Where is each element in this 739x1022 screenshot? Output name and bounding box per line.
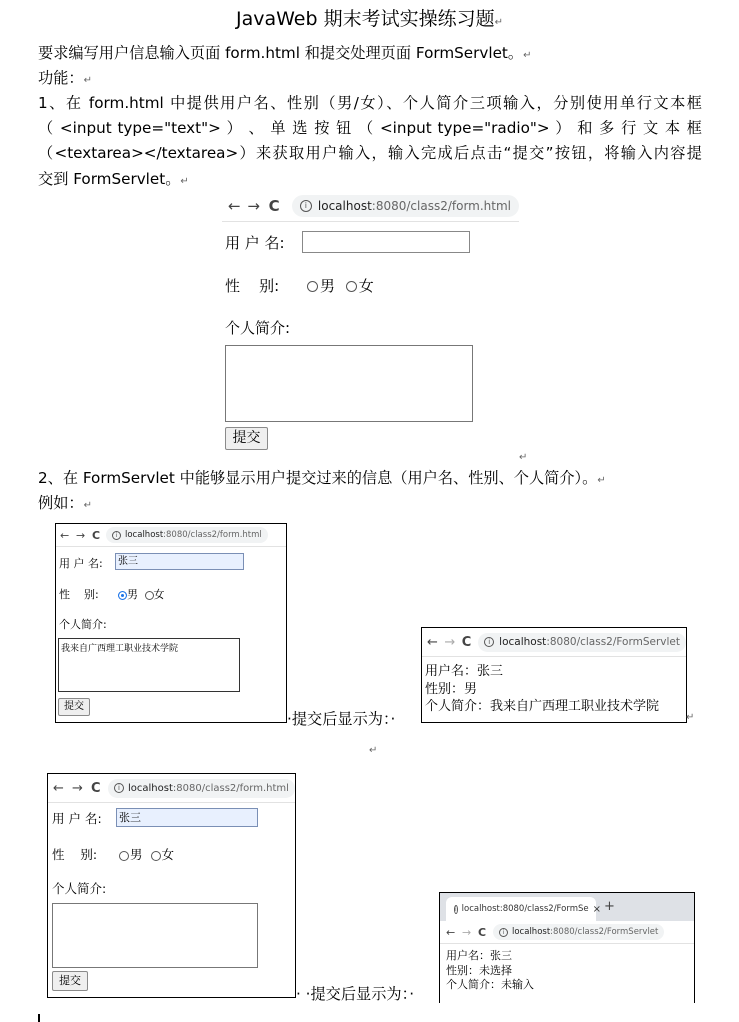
address-bar[interactable]: i localhost :8080/class2/FormServlet: [493, 924, 664, 940]
gender-label: 性 别:: [225, 277, 280, 295]
submit-button[interactable]: 提交: [58, 698, 90, 716]
new-tab-icon[interactable]: +: [604, 899, 615, 914]
reload-icon[interactable]: C: [91, 780, 101, 796]
back-icon[interactable]: ←: [427, 634, 438, 650]
gender-label: 性 别:: [59, 588, 99, 601]
female-radio[interactable]: [151, 851, 161, 861]
item1-line2: （ <input type="text"> ） 、 单 选 按 钮 （ <input type="radio"> ） 和 多 行 文 本 框: [38, 119, 702, 137]
example2-result-screenshot: [439, 892, 695, 1003]
features-label: 功能：↵: [38, 69, 92, 87]
gender-options: 男 女: [118, 586, 165, 602]
close-tab-icon[interactable]: ×: [592, 903, 601, 915]
example2-caption: · ·提交后显示为：·: [296, 985, 415, 1003]
example1-result-screenshot: [421, 627, 687, 723]
username-label: 用 户 名:: [59, 557, 103, 570]
forward-icon[interactable]: →: [444, 634, 456, 650]
reload-icon[interactable]: C: [461, 634, 472, 650]
gender-label: 性 别:: [52, 847, 98, 862]
male-radio[interactable]: [118, 591, 127, 600]
globe-icon: i: [455, 905, 457, 913]
username-label: 用 户 名:: [52, 811, 102, 826]
example2-form-screenshot: [47, 773, 296, 998]
intro-label: 个人简介:: [52, 881, 107, 896]
info-icon: i: [300, 200, 312, 212]
result2-output: [446, 949, 534, 993]
gender-options: 男 女: [119, 845, 174, 863]
document-title: JavaWeb 期末考试实操练习题↵: [236, 8, 503, 30]
demo-browser-toolbar: [222, 191, 519, 222]
gender-options: 男 女: [307, 275, 374, 296]
reload-icon[interactable]: C: [478, 925, 487, 939]
result-username: 用户名：张三: [446, 949, 512, 962]
result-gender: 性别：未选择: [446, 963, 512, 977]
intro-paragraph: 要求编写用户信息输入页面 form.html 和提交处理页面 FormServlet。↵: [38, 44, 532, 62]
reload-icon[interactable]: C: [92, 528, 101, 542]
reload-icon[interactable]: C: [268, 197, 280, 215]
username-input[interactable]: 张三: [115, 553, 244, 570]
example1-form-screenshot: [55, 523, 287, 723]
info-icon: i: [112, 531, 121, 540]
username-label: 用 户 名:: [225, 234, 285, 252]
submit-button[interactable]: 提交: [52, 971, 88, 991]
female-radio[interactable]: [346, 281, 357, 292]
item1-line3: （<textarea></textarea>）来获取用户输入，输入完成后点击“提交”按钮，将输入内容提: [38, 144, 702, 162]
item1-line4: 交到 FormServlet。↵: [38, 170, 189, 188]
return-mark: ↵: [519, 452, 528, 463]
example-label: 例如：↵: [38, 494, 92, 512]
address-bar[interactable]: i localhost :8080/class2/FormServlet: [478, 633, 686, 652]
info-icon: i: [484, 637, 494, 647]
female-radio[interactable]: [145, 591, 154, 600]
browser-tab[interactable]: [446, 897, 601, 921]
back-icon[interactable]: ←: [53, 780, 64, 796]
intro-textarea[interactable]: [225, 345, 473, 422]
username-input[interactable]: [302, 231, 470, 253]
item2-paragraph: 2、在 FormServlet 中能够显示用户提交过来的信息（用户名、性别、个人简介）。↵: [38, 469, 606, 487]
example2-browser-toolbar: [48, 774, 295, 803]
username-input[interactable]: 张三: [116, 808, 258, 827]
example1-caption: ·提交后显示为：·: [287, 710, 396, 728]
return-mark: ↵: [686, 712, 695, 723]
result2-browser-toolbar: [440, 921, 694, 944]
demo-form-screenshot: [222, 191, 519, 461]
forward-icon[interactable]: →: [76, 528, 86, 542]
tab-title: localhost:8080/class2/FormSe: [461, 904, 589, 914]
address-bar[interactable]: i localhost :8080/class2/form.html: [106, 527, 268, 543]
back-icon[interactable]: ←: [60, 528, 70, 542]
return-mark: ↵: [369, 745, 378, 756]
info-icon: i: [114, 783, 124, 793]
example1-browser-toolbar: [56, 524, 286, 547]
result1-output: [425, 663, 659, 716]
result-gender: 性别：男: [425, 681, 478, 697]
forward-icon[interactable]: →: [247, 197, 260, 215]
tab-strip: [440, 893, 694, 921]
submit-button[interactable]: 提交: [225, 427, 268, 450]
intro-label: 个人简介:: [225, 319, 291, 337]
back-icon[interactable]: ←: [228, 197, 241, 215]
address-bar[interactable]: i localhost :8080/class2/form.html: [108, 779, 295, 798]
back-icon[interactable]: ←: [446, 925, 456, 939]
result1-browser-toolbar: [422, 628, 686, 657]
address-bar[interactable]: i localhost :8080/class2/form.html: [292, 195, 519, 217]
info-icon: i: [499, 928, 508, 937]
intro-textarea[interactable]: [52, 903, 258, 968]
forward-icon[interactable]: →: [72, 780, 83, 796]
text-cursor: [38, 1014, 40, 1022]
item1-line1: 1、在 form.html 中提供用户名、性别（男/女）、个人简介三项输入，分别使用单行文本框: [38, 94, 702, 112]
intro-label: 个人简介:: [59, 618, 107, 631]
result-intro: 个人简介：我来自广西理工职业技术学院: [425, 699, 660, 714]
intro-textarea[interactable]: 我来自广西理工职业技术学院: [58, 638, 240, 692]
male-radio[interactable]: [307, 281, 318, 292]
forward-icon[interactable]: →: [462, 925, 472, 939]
male-radio[interactable]: [119, 851, 129, 861]
result-username: 用户名：张三: [425, 664, 504, 679]
result-intro: 个人简介：未输入: [446, 978, 534, 991]
